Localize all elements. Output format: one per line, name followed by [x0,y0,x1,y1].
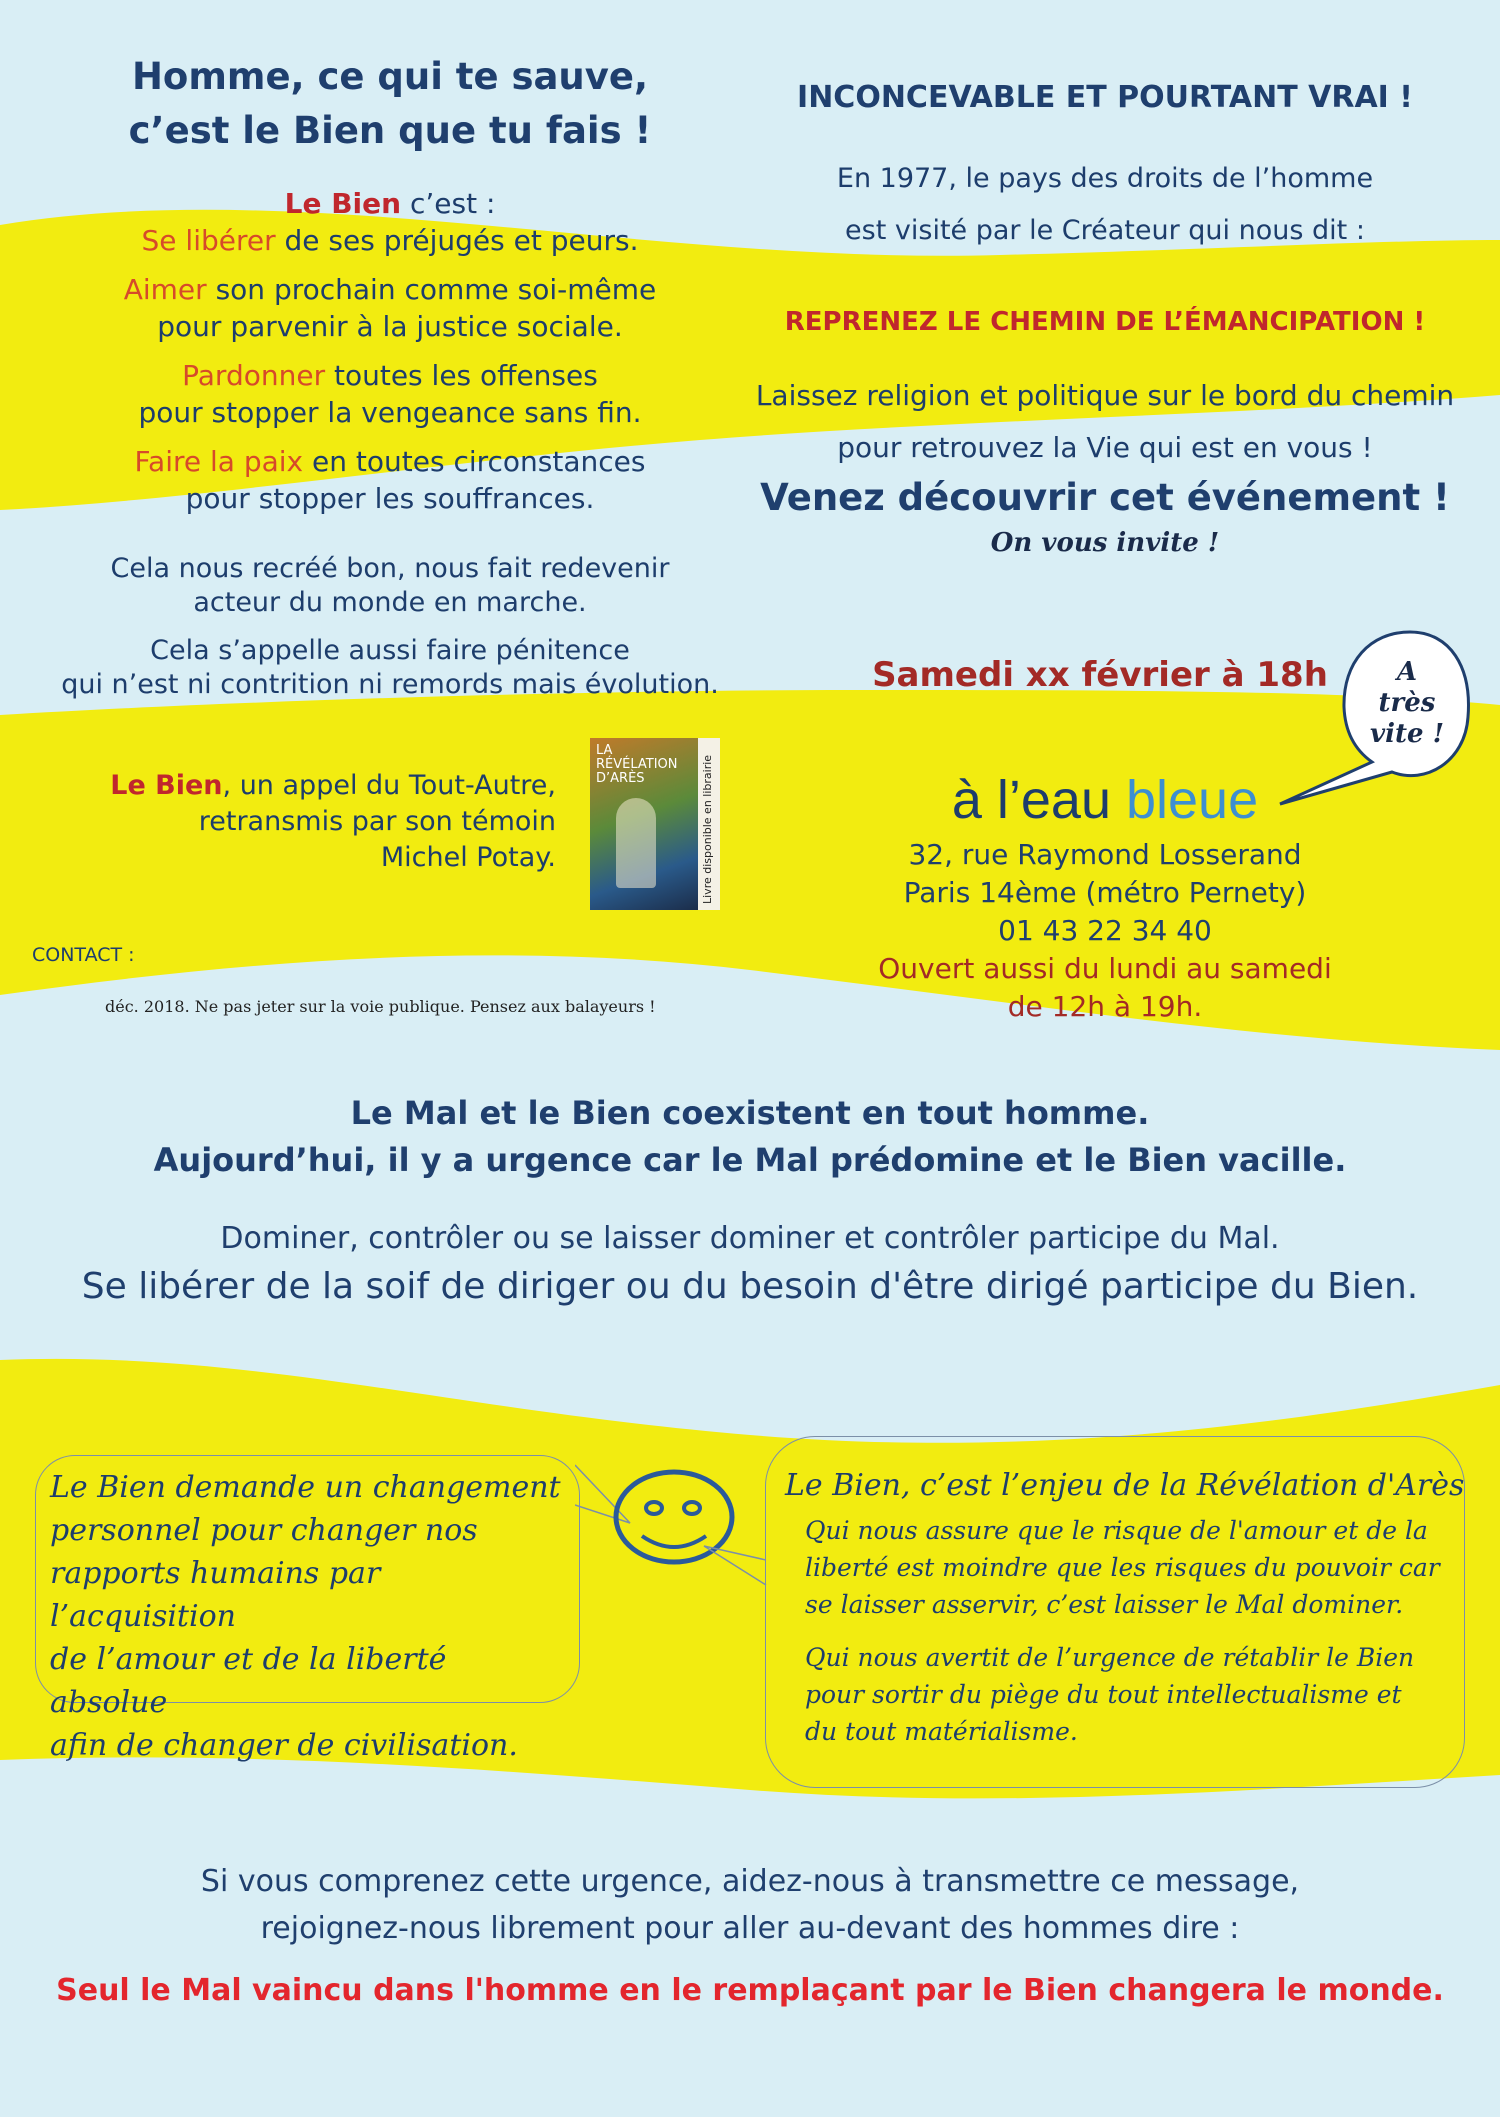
phone-number: 01 43 22 34 40 [998,914,1212,947]
book-spine [698,738,720,910]
middle-text [0,1215,1500,1311]
right-para-line1: Laissez religion et politique sur le bord du chemin [755,379,1455,412]
footnote: déc. 2018. Ne pas jeter sur la voie publique. Pensez aux balayeurs ! [105,997,656,1016]
bottom-text [0,1858,1500,1952]
book-cover-figure [616,798,656,888]
middle-line3: Dominer, contrôler ou se laisser dominer et contrôler participe du Mal. [220,1221,1280,1256]
left-title-line2: c’est le Bien que tu fais ! [128,109,652,152]
appeal-line3: Michel Potay. [380,842,556,873]
right-intro [760,153,1450,257]
bien-item-2: Aimer son prochain comme soi-même [123,273,657,306]
venue-details [760,836,1450,1026]
appeal-line2: retransmis par son témoin [198,806,556,837]
emancipation-slogan: REPRENEZ LE CHEMIN DE L’ÉMANCIPATION ! [784,307,1426,337]
hours-line1: Ouvert aussi du lundi au samedi [878,952,1332,985]
right-intro-line2: est visité par le Créateur qui nous dit : [845,215,1365,246]
left-bubble-text: Le Bien demande un changement personnel pour changer nos rapports humains par l’acquisition de l’amour et de la liberté absolue afin de changer de civilisation. [50,1470,561,1763]
event-date: Samedi xx février à 18h [872,655,1328,695]
appeal-text [60,768,556,876]
right-bubble-tail [700,1540,770,1600]
left-title [80,50,700,158]
book-spine-text: Livre disponible en librairie [701,754,714,904]
bottom-line2: rejoignez-nous librement pour aller au-devant des hommes dire : [260,1911,1240,1946]
middle-heading [0,1090,1500,1184]
para2-line2: qui n’est ni contrition ni remords mais évolution. [61,669,719,700]
middle-line1: Le Mal et le Bien coexistent en tout homme. [350,1094,1150,1132]
middle-line2: Aujourd’hui, il y a urgence car le Mal prédomine et le Bien vacille. [153,1141,1347,1179]
right-bubble-text: Qui nous assure que le risque de l'amour et de la liberté est moindre que les risques du pouvoir car se laisser asservir, c’est laisser le Mal dominer. Qui nous avertit de l’urgence de rétablir le Bien pour sortir du piège du tout intellectualisme et du tout matérialisme. [805,1516,1440,1746]
right-para-line2: pour retrouvez la Vie qui est en vous ! [837,431,1373,464]
contact-label: CONTACT : [32,944,135,966]
cta-heading: Venez découvrir cet événement ! [760,476,1450,519]
right-title: INCONCEVABLE ET POURTANT VRAI ! [797,80,1413,115]
right-para [745,370,1465,474]
bien-item-3-line2: pour stopper la vengeance sans fin. [138,396,642,429]
speech-bubble-text: A très vite ! [1369,657,1444,749]
bottom-line1: Si vous comprenez cette urgence, aidez-nous à transmettre ce message, [200,1864,1300,1899]
para2-line1: Cela s’appelle aussi faire pénitence [150,635,630,666]
address-line1: 32, rue Raymond Losserand [908,838,1302,871]
bottom-conclusion: Seul le Mal vaincu dans l'homme en le remplaçant par le Bien changera le monde. [56,1973,1444,2008]
para1-line2: acteur du monde en marche. [193,587,587,618]
bien-item-4: Faire la paix en toutes circonstances [134,445,646,478]
bien-list [80,185,700,517]
appeal-line1: Le Bien, un appel du Tout-Autre, [110,770,556,801]
bien-item-1: Se libérer de ses préjugés et peurs. [141,224,639,257]
bien-intro: Le Bien c’est : [284,187,496,220]
right-bubble-title: Le Bien, c’est l’enjeu de la Révélation d'Arès [785,1468,1465,1503]
book-title: LA RÉVÉLATION D’ARÈS [596,743,678,786]
hours-line2: de 12h à 19h. [1007,990,1203,1023]
address-line2: Paris 14ème (métro Pernety) [903,876,1307,909]
right-intro-line1: En 1977, le pays des droits de l’homme [836,163,1374,194]
book-cover [590,738,720,910]
bien-item-3: Pardonner toutes les offenses [182,359,598,392]
left-title-line1: Homme, ce qui te sauve, [131,55,649,98]
para1-line1: Cela nous recréé bon, nous fait redevenir [110,553,670,584]
bien-item-2-line2: pour parvenir à la justice sociale. [157,310,623,343]
invite-text: On vous invite ! [990,528,1220,558]
bien-item-4-line2: pour stopper les souffrances. [185,482,595,515]
venue-name: à l’eau bleue [951,770,1259,830]
middle-line4: Se libérer de la soif de diriger ou du besoin d'être dirigé participe du Bien. [81,1266,1419,1307]
left-paragraphs [40,552,740,702]
